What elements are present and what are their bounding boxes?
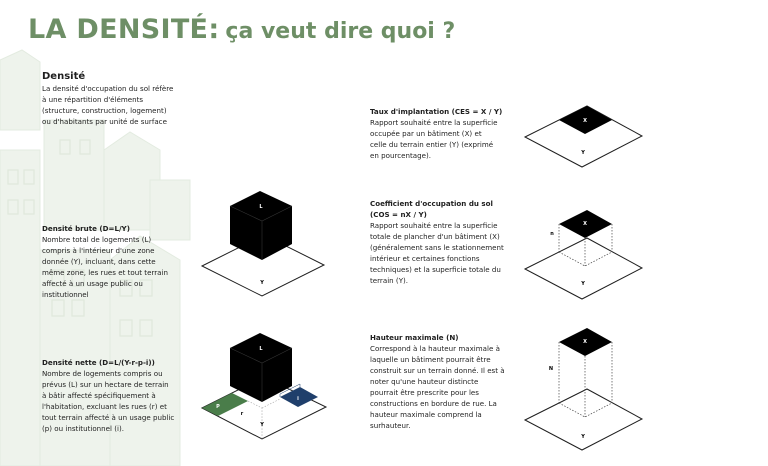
brute-line: donnée (Y), incluant, dans cette [42,257,156,266]
nette-line: l'habitation, excluant les rues (r) et [42,402,167,411]
hauteur-x-label: X [583,339,587,345]
brute-heading: Densité brute (D=L/Y) [42,224,130,233]
hauteur-line: noter qu'une hauteur distincte [370,377,479,386]
ces-line: en pourcentage). [370,151,431,160]
hauteur-heading: Hauteur maximale (N) [370,333,459,342]
brute-line: affecté à un usage public ou [42,279,143,288]
hauteur-n-label: N [548,366,554,372]
hauteur-y-label: Y [581,434,585,440]
ces-heading: Taux d'implantation (CES = X / Y) [370,107,503,116]
brute-y-label: Y [260,280,264,286]
cos-heading-formula: (COS = nX / Y) [370,210,427,219]
cos-line: terrain (Y). [370,276,409,285]
ces-diagram [520,96,645,176]
brute-l-label: L [259,204,263,210]
nette-line: prévus (L) sur un hectare de terrain [42,380,169,389]
cos-x-label: X [583,221,587,227]
cos-line: totale de plancher d'un bâtiment (X) [370,232,500,241]
ces-block [370,106,520,161]
title-sub: ça veut dire quoi ? [225,19,456,44]
cos-line: techniques) et la superficie totale du [370,265,501,274]
hauteur-line: hauteur maximale comprend la [370,410,482,419]
hauteur-line: surhauteur. [370,421,411,430]
cos-line: (généralement sans le stationnement [370,243,504,252]
hauteur-line: pourrait être prescrite pour les [370,388,479,397]
brute-block [42,223,202,300]
cos-block [370,198,520,286]
brute-line: compris à l'intérieur d'une zone [42,246,155,255]
nette-line: (p) ou institutionnel (i). [42,424,125,433]
definition-heading: Densité [42,71,86,82]
nette-line: tout terrain affecté à un usage public [42,413,175,422]
cos-line: intérieur et certaines fonctions [370,254,480,263]
brute-line: Nombre total de logements (L) [42,235,152,244]
title-main: LA DENSITÉ [28,14,209,45]
nette-i-label: i [297,396,299,402]
page-title [28,16,455,43]
nette-block [42,357,207,434]
ces-line: celle du terrain entier (Y) (exprimé [370,140,494,149]
nette-line: Nombre de logements compris ou [42,369,163,378]
title-colon: : [208,14,220,45]
cos-n-label: n [550,231,554,237]
ces-y-label: Y [581,150,585,156]
definition-line: (structure, construction, logement) [42,106,167,115]
nette-line: à bâtir affecté spécifiquement à [42,391,156,400]
cos-line: Rapport souhaité entre la superficie [370,221,498,230]
ces-x-label: X [583,118,587,124]
ces-line: occupée par un bâtiment (X) et [370,129,482,138]
hauteur-line: construit sur un terrain donné. Il est à [370,366,505,375]
nette-diagram [196,322,336,448]
definition-line: à une répartition d'éléments [42,95,144,104]
brute-diagram [196,184,331,306]
nette-r-label: r [240,411,244,417]
hauteur-line: Correspond à la hauteur maximale à [370,344,500,353]
definition-line: La densité d'occupation du sol réfère [42,84,174,93]
hauteur-diagram [520,320,645,454]
definition-block [42,70,212,127]
definition-line: ou d'habitants par unité de surface [42,117,167,126]
cos-heading: Coefficient d'occupation du sol [370,199,493,208]
cos-y-label: Y [581,281,585,287]
nette-y-label: Y [260,422,264,428]
hauteur-line: laquelle un bâtiment pourrait être [370,355,491,364]
brute-line: même zone, les rues et tout terrain [42,268,168,277]
nette-heading: Densité nette (D=L/(Y-r-p-i)) [42,358,155,367]
brute-line: institutionnel [42,290,89,299]
nette-l-label: L [259,346,263,352]
ces-line: Rapport souhaité entre la superficie [370,118,498,127]
hauteur-block [370,332,525,431]
cos-diagram [520,193,645,301]
nette-p-label: P [216,404,220,410]
hauteur-line: constructions en bordure de rue. La [370,399,497,408]
